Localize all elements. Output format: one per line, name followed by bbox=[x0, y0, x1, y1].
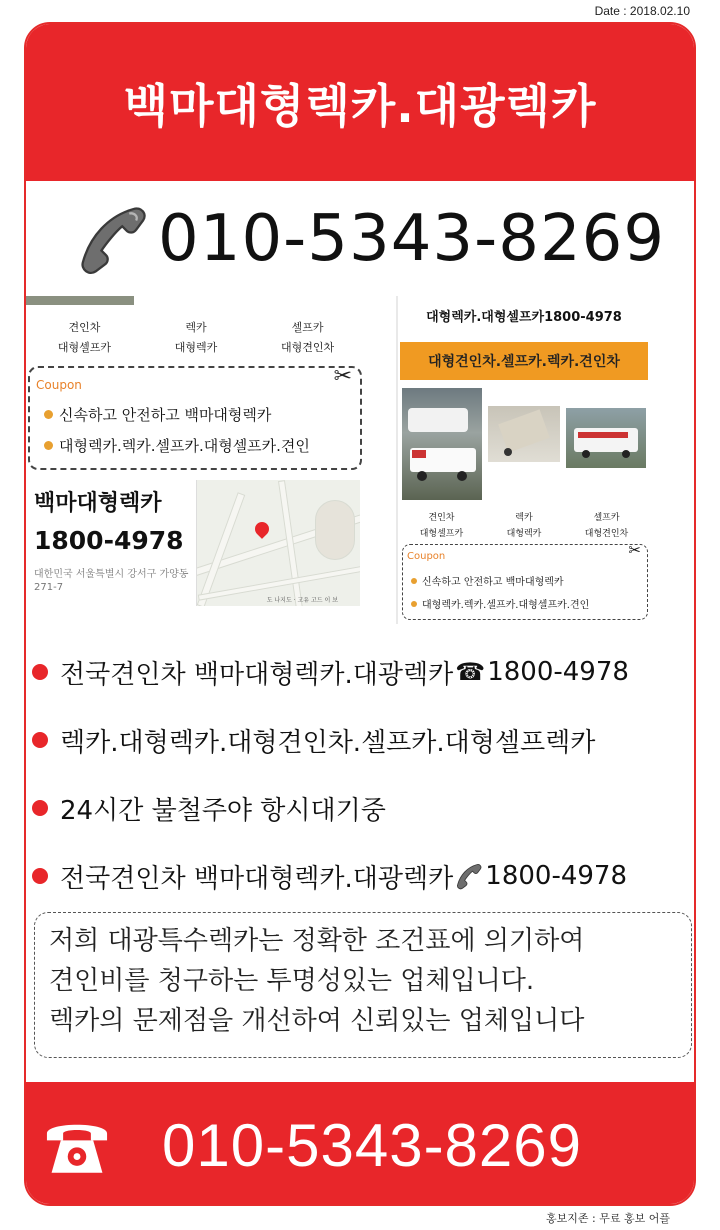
service-label: 대형렉카 bbox=[506, 529, 542, 539]
note-line: 저희 대광특수렉카는 정확한 조건표에 의기하여 bbox=[49, 926, 585, 956]
note-line: 견인비를 청구하는 투명성있는 업체입니다. bbox=[49, 966, 535, 996]
list-item: 렉카.대형렉카.대형견인차.셀프카.대형셀프렉카 bbox=[32, 706, 696, 774]
service-grid bbox=[26, 318, 366, 358]
service-label: 견인차 bbox=[68, 321, 101, 334]
main-phone-number[interactable]: 010-5343-8269 bbox=[158, 202, 666, 276]
phone-handset-icon bbox=[76, 202, 150, 276]
coupon-item: 신속하고 안전하고 백마대형렉카 bbox=[44, 404, 310, 425]
service-label: 대형셀프카 bbox=[419, 529, 464, 539]
telephone-icon bbox=[40, 1108, 114, 1182]
note-line: 렉카의 문제점을 개선하여 신뢰있는 업체입니다 bbox=[49, 1006, 585, 1036]
map-credit: 도 나지도 · 고유 고드 이 보 bbox=[266, 597, 338, 604]
bullet-phone[interactable]: 1800-4978 bbox=[485, 861, 627, 891]
coupon-item: 대형렉카.렉카.셀프카.대형셀프카.견인 bbox=[44, 435, 310, 456]
red-bullet-icon bbox=[32, 800, 48, 816]
flyer-banner: 대형견인차.셀프카.렉카.견인차 bbox=[400, 342, 648, 380]
date-label: Date : 2018.02.10 bbox=[594, 4, 690, 18]
red-bullet-icon bbox=[32, 732, 48, 748]
bottom-phone-number[interactable]: 010-5343-8269 bbox=[162, 1111, 583, 1179]
service-label: 대형견인차 bbox=[584, 529, 629, 539]
list-item: 전국견인차 백마대형렉카.대광렉카 1800-4978 bbox=[32, 842, 696, 910]
service-label: 셀프카 bbox=[291, 321, 324, 334]
coupon-box bbox=[402, 541, 648, 620]
red-bullet-icon bbox=[32, 664, 48, 680]
bullet-dot-icon bbox=[44, 441, 53, 450]
map-pin-icon bbox=[252, 519, 272, 539]
red-bullet-icon bbox=[32, 868, 48, 884]
scissors-icon: ✂ bbox=[333, 364, 352, 389]
telephone-icon: ☎ bbox=[455, 658, 486, 686]
list-item: 24시간 불철주야 항시대기중 bbox=[32, 774, 696, 842]
service-label: 대형렉카 bbox=[174, 341, 218, 354]
service-label: 렉카 bbox=[185, 321, 207, 334]
coupon-title: Coupon bbox=[36, 378, 82, 392]
footer-credit: 홍보지존 : 무료 홍보 어플 bbox=[546, 1212, 670, 1225]
coupon-title: Coupon bbox=[407, 551, 446, 562]
bullet-phone[interactable]: 1800-4978 bbox=[487, 657, 629, 687]
bullet-dot-icon bbox=[44, 410, 53, 419]
info-note bbox=[34, 912, 692, 1058]
feature-list bbox=[32, 638, 696, 910]
ad-card bbox=[24, 22, 696, 1206]
tow-truck-photo bbox=[402, 388, 482, 500]
title-banner bbox=[26, 24, 694, 181]
location-map[interactable] bbox=[196, 480, 360, 606]
service-grid bbox=[398, 510, 650, 542]
scissors-icon: ✂ bbox=[628, 541, 641, 559]
page-title: 백마대형렉카.대광렉카 bbox=[123, 78, 597, 133]
list-item: 전국견인차 백마대형렉카.대광렉카 ☎ 1800-4978 bbox=[32, 638, 696, 706]
company-name: 백마대형렉카 bbox=[34, 491, 162, 516]
flyer-left bbox=[26, 296, 366, 616]
coupon-item: 신속하고 안전하고 백마대형렉카 bbox=[411, 573, 589, 588]
service-label: 렉카 bbox=[515, 513, 533, 523]
service-label: 셀프카 bbox=[593, 513, 620, 523]
bullet-dot-icon bbox=[411, 578, 417, 584]
company-phone[interactable]: 1800-4978 bbox=[34, 526, 184, 555]
service-label: 대형셀프카 bbox=[57, 341, 111, 354]
tow-truck-photo bbox=[566, 408, 646, 468]
main-phone-row[interactable] bbox=[76, 194, 665, 284]
photo-strip bbox=[26, 296, 134, 305]
coupon-item: 대형렉카.렉카.셀프카.대형셀프카.견인 bbox=[411, 596, 589, 611]
tow-truck-photo bbox=[488, 406, 560, 462]
flyer-header: 대형렉카.대형셀프카1800-4978 bbox=[426, 310, 622, 325]
bullet-dot-icon bbox=[411, 601, 417, 607]
service-label: 대형견인차 bbox=[280, 341, 335, 354]
coupon-box bbox=[28, 366, 362, 470]
phone-handset-icon bbox=[455, 862, 483, 890]
service-label: 견인차 bbox=[428, 513, 455, 523]
flyer-right bbox=[396, 296, 650, 624]
company-address: 대한민국 서울특별시 강서구 가양동 271-7 bbox=[34, 569, 189, 593]
bottom-phone-bar[interactable] bbox=[26, 1082, 694, 1206]
